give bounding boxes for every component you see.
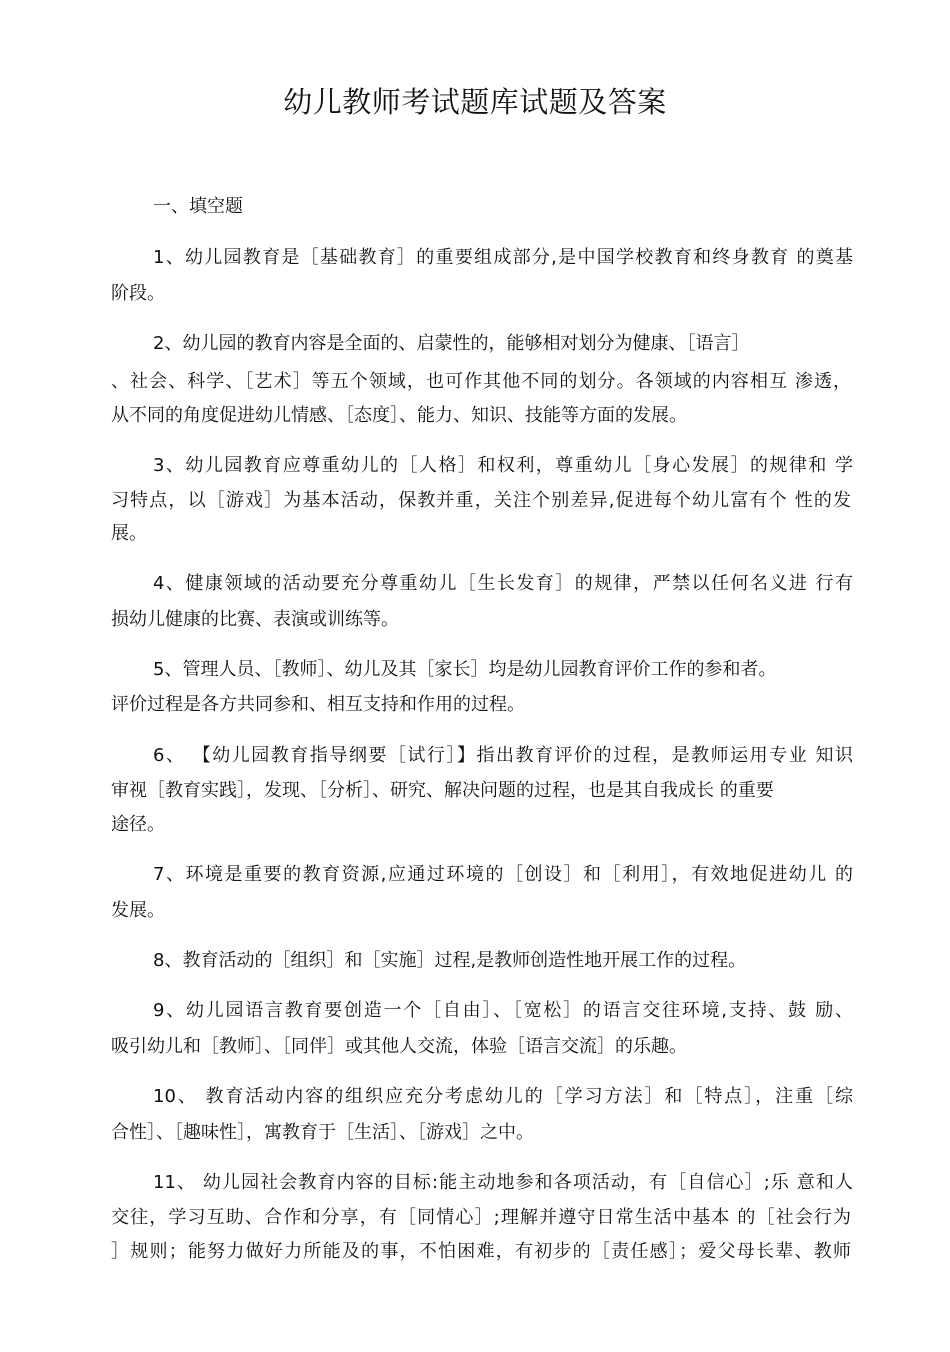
text-line: 5、管理人员、［教师］、幼儿及其［家长］均是幼儿园教育评价工作的参和者。 <box>153 659 777 680</box>
text-line: 习特点，以［游戏］为基本活动，保教并重，关注个别差异,促进每个幼儿富有个 性的发 <box>111 490 851 511</box>
text-line: 11、 幼儿园社会教育内容的目标:能主动地参和各项活动，有［自信心］;乐 意和人 <box>153 1172 853 1193</box>
text-line: 吸引幼儿和［教师］、［同伴］或其他人交流，体验［语言交流］的乐趣。 <box>111 1036 687 1057</box>
text-line: 损幼儿健康的比赛、表演或训练等。 <box>111 609 399 630</box>
text-line: 3、幼儿园教育应尊重幼儿的［人格］和权利，尊重幼儿［身心发展］的规律和 学 <box>153 455 853 476</box>
text-line: 合性］、［趣味性］，寓教育于［生活］、［游戏］之中。 <box>111 1122 534 1143</box>
text-line: 6、 【幼儿园教育指导纲要［试行］】指出教育评价的过程，是教师运用专业 知识 <box>153 745 853 766</box>
text-line: 审视［教育实践］，发现、［分析］、研究、解决问题的过程，也是其自我成长 的重要 <box>111 780 774 801</box>
section-heading: 一、填空题 <box>153 196 243 217</box>
text-line: 1、幼儿园教育是［基础教育］的重要组成部分,是中国学校教育和终身教育 的奠基 <box>153 247 853 268</box>
text-line: 展。 <box>111 523 147 544</box>
text-line: 10、 教育活动内容的组织应充分考虑幼儿的［学习方法］和［特点］，注重［综 <box>153 1086 853 1107</box>
text-line: 8、教育活动的［组织］和［实施］过程,是教师创造性地开展工作的过程。 <box>153 950 747 971</box>
text-line: 途径。 <box>111 814 165 835</box>
text-line: 阶段。 <box>111 283 165 304</box>
text-line: 从不同的角度促进幼儿情感、［态度］、能力、知识、技能等方面的发展。 <box>111 405 687 426</box>
text-line: 9、幼儿园语言教育要创造一个［自由］、［宽松］的语言交往环境,支持、鼓 励、 <box>153 1000 853 1021</box>
text-line: 交往，学习互助、合作和分享，有［同情心］;理解并遵守日常生活中基本 的［社会行为 <box>111 1207 851 1228</box>
text-line: 4、健康领域的活动要充分尊重幼儿［生长发育］的规律，严禁以任何名义进 行有 <box>153 573 853 594</box>
text-line: 评价过程是各方共同参和、相互支持和作用的过程。 <box>111 694 525 715</box>
text-line: 发展。 <box>111 900 165 921</box>
text-line: 、社会、科学、［艺术］等五个领域，也可作其他不同的划分。各领域的内容相互 渗透， <box>111 371 851 392</box>
text-line: 7、环境是重要的教育资源,应通过环境的［创设］和［利用］，有效地促进幼儿 的 <box>153 864 853 885</box>
document-title: 幼儿教师考试题库试题及答案 <box>283 85 667 119</box>
text-line: ］规则；能努力做好力所能及的事，不怕困难，有初步的［责任感］；爱父母长辈、教师 <box>111 1241 851 1262</box>
text-line: 2、幼儿园的教育内容是全面的、启蒙性的，能够相对划分为健康、［语言］ <box>153 333 750 354</box>
